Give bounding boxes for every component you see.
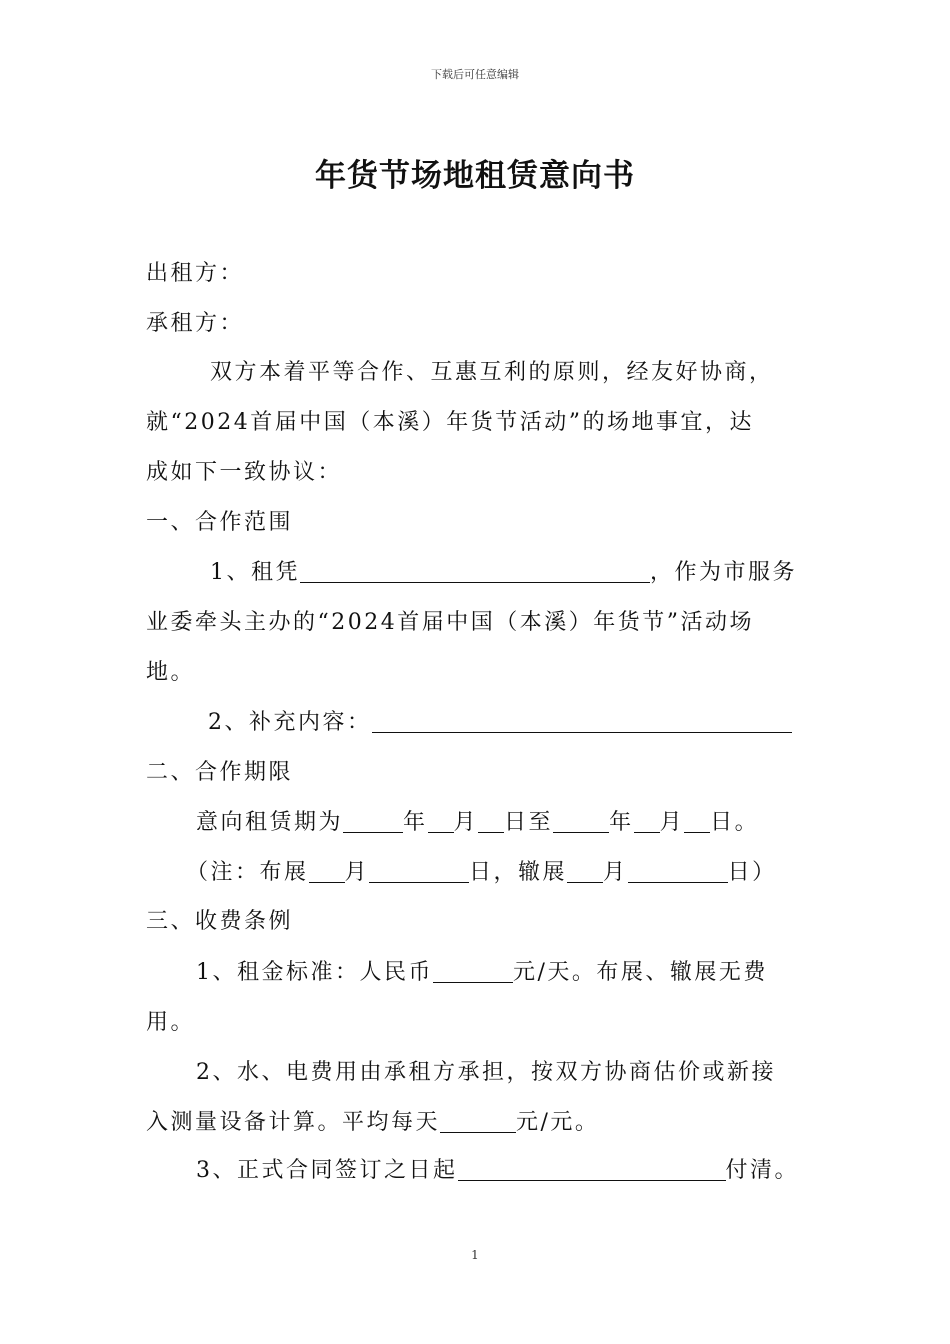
fee-item-2-text-tail: 元/元。 xyxy=(516,1110,600,1135)
period-text: 年 xyxy=(609,810,634,835)
note-text: 日） xyxy=(727,860,777,885)
start-day-blank xyxy=(478,808,504,833)
period-text: 日至 xyxy=(504,810,554,835)
lessee-label: 承租方： xyxy=(146,311,245,336)
section-3-heading: 三、收费条例 xyxy=(146,909,294,934)
setup-day-blank xyxy=(369,858,469,883)
period-text: 月 xyxy=(453,810,479,835)
note-text: 月 xyxy=(603,860,628,885)
page-header: 下载后可任意编辑 xyxy=(431,68,519,81)
fee-item-2-text: 入测量设备计算。平均每天 xyxy=(146,1110,441,1135)
note-text: 日，辙展 xyxy=(469,860,568,885)
daily-rent-blank xyxy=(433,958,513,983)
lessor-label: 出租方： xyxy=(146,261,245,286)
scope-item-1-line-2: 业委牵头主办的“2024首届中国（本溪）年货节”活动场 xyxy=(146,610,754,635)
supplement-blank xyxy=(372,708,792,733)
end-year-blank xyxy=(553,808,609,833)
section-2-heading: 二、合作期限 xyxy=(146,760,294,785)
intro-line-2: 就“2024首届中国（本溪）年货节活动”的场地事宜，达 xyxy=(146,410,754,435)
scope-item-1-text-tail: ，作为市服务 xyxy=(650,560,798,585)
section-1-heading: 一、合作范围 xyxy=(146,510,294,535)
scope-item-1 xyxy=(210,557,797,589)
period-text: 年 xyxy=(403,810,428,835)
start-year-blank xyxy=(343,808,403,833)
intro-line-3: 成如下一致协议： xyxy=(146,460,343,485)
lease-period-line xyxy=(196,807,759,839)
venue-blank xyxy=(300,558,650,583)
fee-item-3-text-tail: 付清。 xyxy=(725,1158,800,1183)
intro-line-1: 双方本着平等合作、互惠互利的原则，经友好协商， xyxy=(210,360,774,385)
end-day-blank xyxy=(684,808,710,833)
fee-item-1-text: 1、租金标准：人民币 xyxy=(196,960,433,985)
document-title: 年货节场地租赁意向书 xyxy=(315,158,635,194)
period-text: 日。 xyxy=(710,810,760,835)
fee-item-3 xyxy=(196,1155,799,1187)
start-month-blank xyxy=(428,808,454,833)
note-text: （注：布展 xyxy=(186,860,309,885)
fee-item-1-line-2: 用。 xyxy=(146,1010,196,1035)
fee-item-2-line-2 xyxy=(146,1107,599,1139)
teardown-day-blank xyxy=(628,858,728,883)
scope-item-1-text: 1、租凭 xyxy=(210,560,300,585)
page-number: 1 xyxy=(471,1248,479,1262)
scope-item-1-line-3: 地。 xyxy=(146,660,196,685)
period-text: 意向租赁期为 xyxy=(196,810,344,835)
payment-term-blank xyxy=(458,1156,726,1181)
fee-item-1-text-tail: 元/天。布展、辙展无费 xyxy=(513,960,768,985)
scope-item-2 xyxy=(208,707,792,739)
period-text: 月 xyxy=(659,810,685,835)
fee-item-1 xyxy=(196,957,768,989)
scope-item-2-text: 2、补充内容： xyxy=(208,710,372,735)
end-month-blank xyxy=(634,808,660,833)
note-text: 月 xyxy=(344,860,370,885)
fee-item-2-line-1: 2、水、电费用由承租方承担，按双方协商估价或新接 xyxy=(196,1060,776,1085)
fee-item-3-text: 3、正式合同签订之日起 xyxy=(196,1158,458,1183)
daily-utility-blank xyxy=(440,1108,516,1133)
setup-note-line xyxy=(186,857,777,889)
teardown-month-blank xyxy=(567,858,603,883)
setup-month-blank xyxy=(309,858,345,883)
